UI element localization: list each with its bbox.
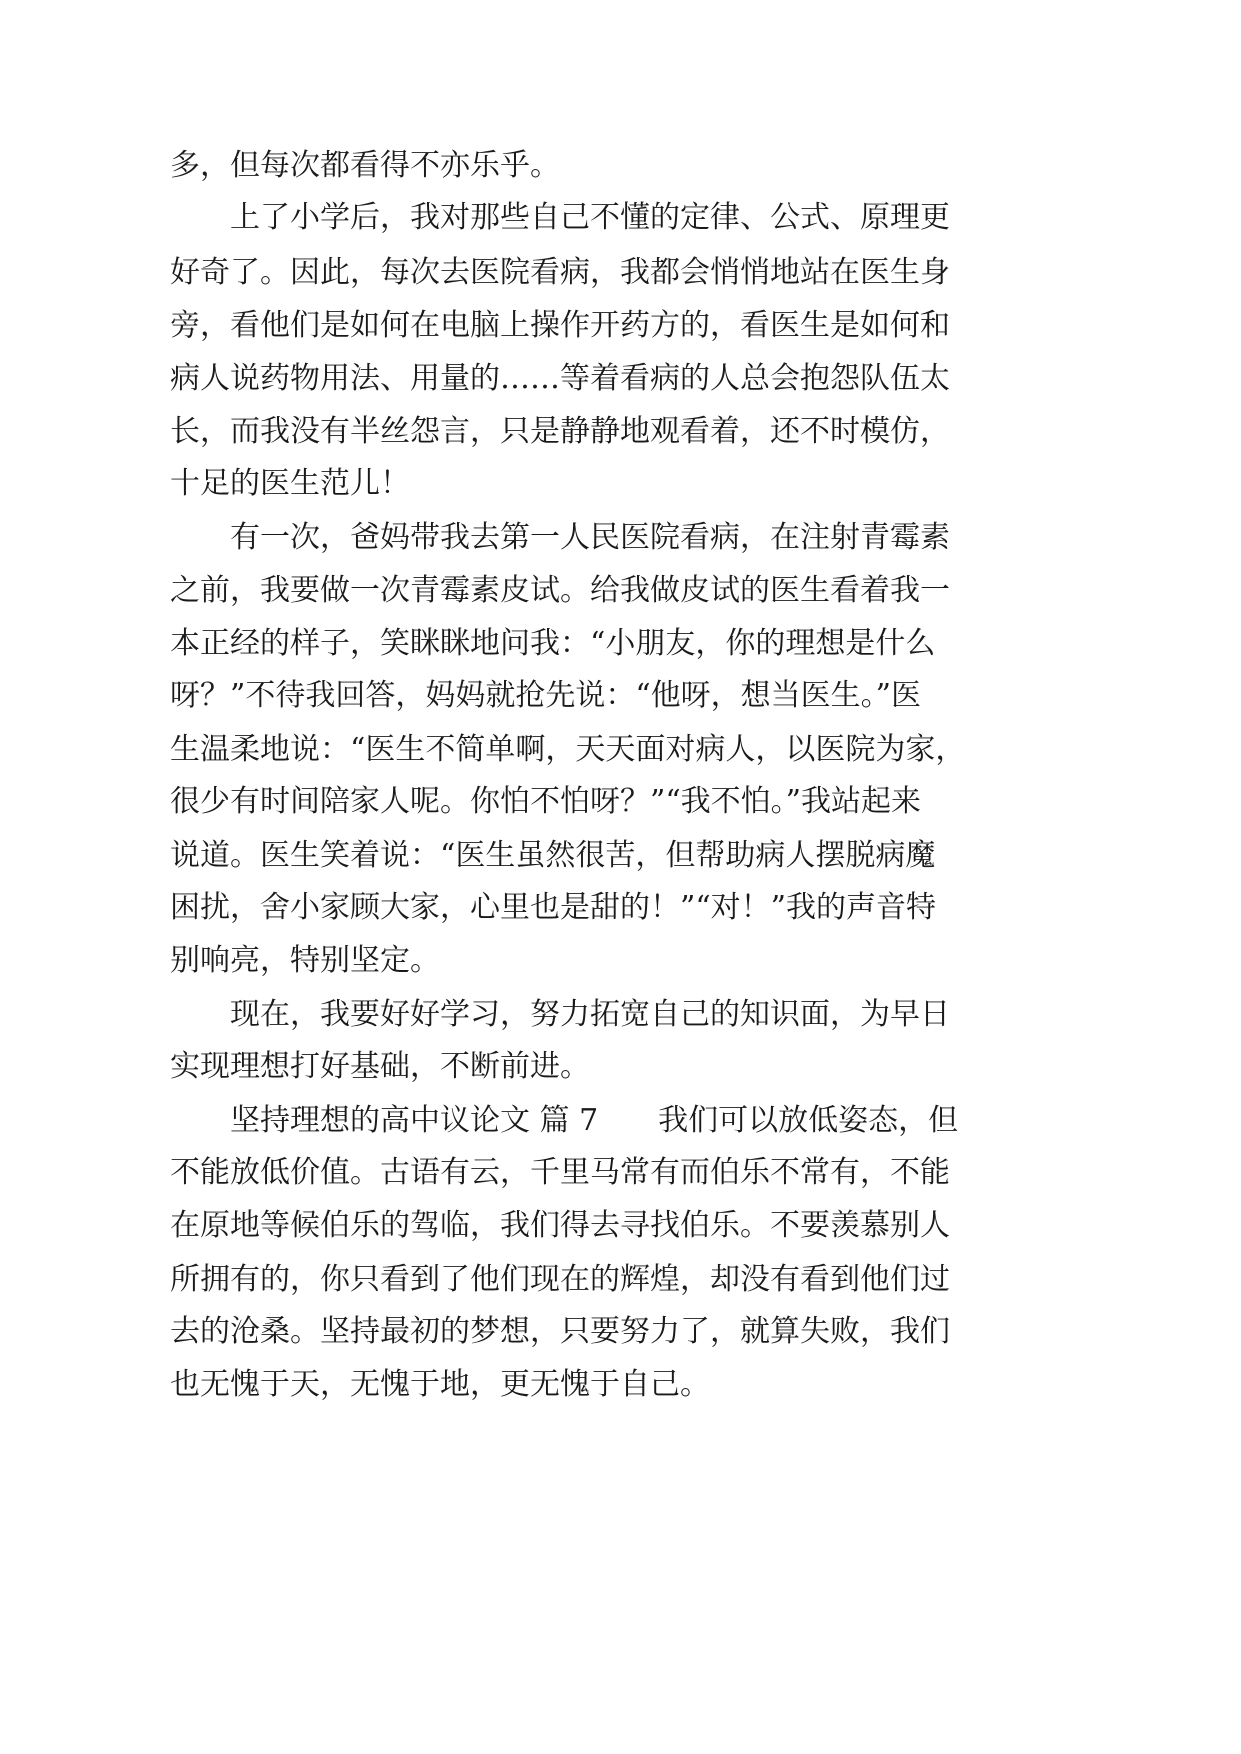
- text-line-content: 本正经的样子，笑眯眯地问我：“小朋友，你的理想是什么: [170, 626, 936, 661]
- text-line: [0, 826, 1241, 886]
- text-line-content: 在原地等候伯乐的驾临，我们得去寻找伯乐。不要羡慕别人: [170, 1208, 950, 1243]
- text-line: [0, 878, 1241, 938]
- text-line: [0, 402, 1241, 462]
- text-line: [0, 985, 1241, 1045]
- text-line-content: 很少有时间陪家人呢。你怕不怕呀？”“我不怕。”我站起来: [170, 784, 922, 819]
- text-line: [0, 136, 1241, 196]
- text-line-content: 不能放低价值。古语有云，千里马常有而伯乐不常有，不能: [170, 1155, 950, 1190]
- text-line-content: 困扰，舍小家顾大家，心里也是甜的！”“对！”我的声音特: [170, 890, 937, 925]
- text-line-content: 十足的医生范儿！: [170, 466, 410, 501]
- text-line-content: 去的沧桑。坚持最初的梦想，只要努力了，就算失败，我们: [170, 1314, 950, 1349]
- text-line: [0, 1196, 1241, 1256]
- text-line-content: 别响亮，特别坚定。: [170, 943, 440, 978]
- text-line: [0, 1302, 1241, 1362]
- text-line: [0, 1091, 1241, 1151]
- text-line: [0, 666, 1241, 726]
- text-line-content: 多，但每次都看得不亦乐乎。: [170, 148, 560, 183]
- text-line: [0, 1250, 1241, 1310]
- text-line-content: 病人说药物用法、用量的……等着看病的人总会抱怨队伍太: [170, 361, 950, 396]
- text-line-content: 呀？”不待我回答，妈妈就抢先说：“他呀，想当医生。”医: [170, 678, 922, 713]
- text-line-content: 有一次，爸妈带我去第一人民医院看病，在注射青霉素: [230, 520, 950, 555]
- text-line: [0, 772, 1241, 832]
- text-line: [0, 1143, 1241, 1203]
- text-line: [0, 1355, 1241, 1415]
- text-line: [0, 561, 1241, 621]
- text-line-content: 坚持理想的高中议论文 篇 7 我们可以放低姿态，但: [230, 1103, 959, 1138]
- text-line: [0, 454, 1241, 514]
- text-line: [0, 243, 1241, 303]
- text-line-content: 也无愧于天，无愧于地，更无愧于自己。: [170, 1367, 710, 1402]
- text-line-content: 好奇了。因此，每次去医院看病，我都会悄悄地站在医生身: [170, 255, 950, 290]
- text-line-content: 之前，我要做一次青霉素皮试。给我做皮试的医生看着我一: [170, 573, 950, 608]
- text-line-content: 长，而我没有半丝怨言，只是静静地观看着，还不时模仿，: [170, 414, 950, 449]
- text-line: [0, 296, 1241, 356]
- text-line: [0, 508, 1241, 568]
- text-line-content: 实现理想打好基础，不断前进。: [170, 1049, 590, 1084]
- text-line: [0, 614, 1241, 674]
- text-line-content: 所拥有的，你只看到了他们现在的辉煌，却没有看到他们过: [170, 1262, 950, 1297]
- text-line-content: 生温柔地说：“医生不简单啊，天天面对病人，以医院为家，: [170, 732, 966, 767]
- text-line-content: 说道。医生笑着说：“医生虽然很苦，但帮助病人摆脱病魔: [170, 838, 936, 873]
- text-line-content: 上了小学后，我对那些自己不懂的定律、公式、原理更: [230, 200, 950, 235]
- text-line: [0, 720, 1241, 780]
- text-line: [0, 1037, 1241, 1097]
- text-line: [0, 188, 1241, 248]
- text-line-content: 现在，我要好好学习，努力拓宽自己的知识面，为早日: [230, 997, 950, 1032]
- text-line: [0, 349, 1241, 409]
- text-line: [0, 931, 1241, 991]
- text-line-content: 旁，看他们是如何在电脑上操作开药方的，看医生是如何和: [170, 308, 950, 343]
